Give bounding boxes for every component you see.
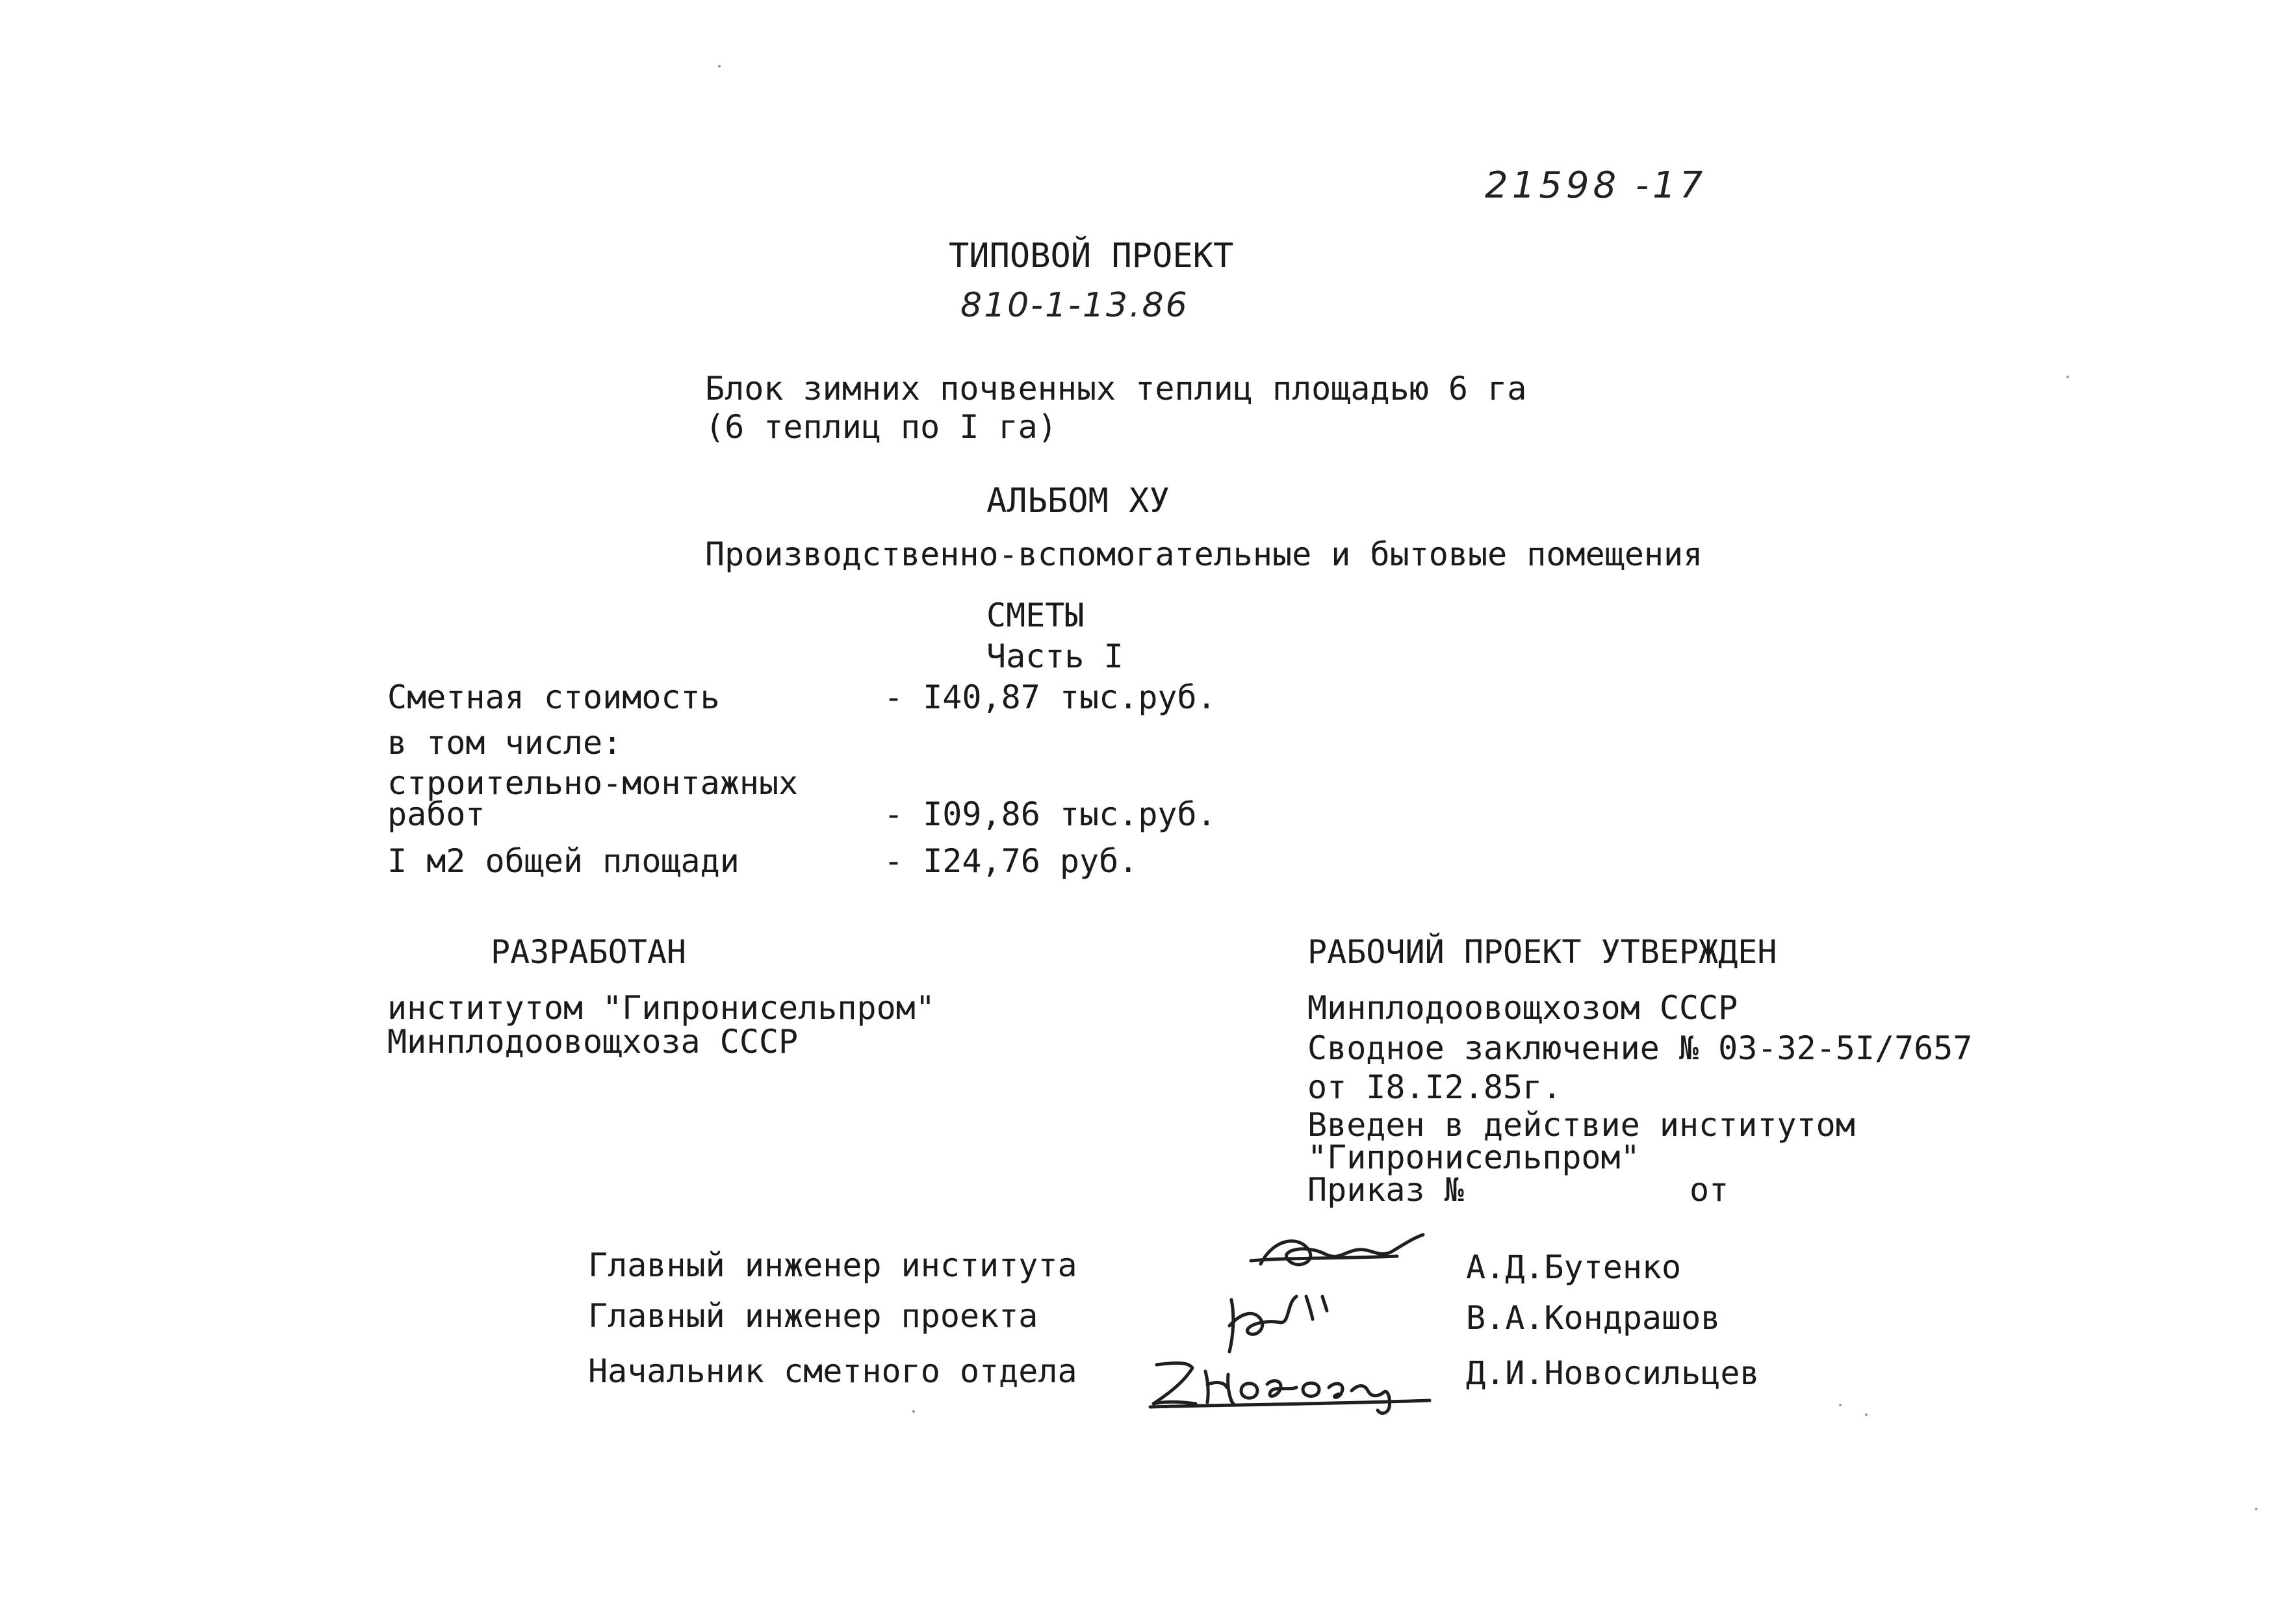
approved-line-4: Введен в действие институтом — [1307, 1106, 1855, 1144]
cost-label-works: работ — [387, 795, 485, 833]
cost-label-total: Сметная стоимость — [387, 678, 720, 716]
signatory-role-3: Начальник сметного отдела — [588, 1352, 1077, 1390]
scan-speck — [912, 1410, 915, 1413]
subject-line-2: (6 теплиц по I га) — [705, 408, 1057, 446]
approved-line-5: "Гипронисельпром" — [1307, 1139, 1640, 1176]
document-number: 21598 -17 — [1485, 164, 1707, 207]
signatory-name-3: Д.И.Новосильцев — [1466, 1354, 1760, 1392]
approved-heading: РАБОЧИЙ ПРОЕКТ УТВЕРЖДЕН — [1307, 933, 1777, 971]
section-title: СМЕТЫ — [986, 597, 1085, 634]
signatory-name-2: В.А.Кондрашов — [1466, 1299, 1721, 1337]
signature-3-image — [1144, 1345, 1436, 1417]
cost-value-total: - I40,87 тыс.руб. — [884, 678, 1216, 716]
subject-line-1: Блок зимних почвенных теплиц площадью 6 га — [705, 370, 1527, 407]
developed-heading: РАЗРАБОТАН — [491, 933, 687, 971]
project-code: 810-1-13.86 — [960, 286, 1189, 325]
scan-speck — [1865, 1413, 1868, 1416]
scan-speck — [718, 65, 721, 68]
developed-line-2: Минплодоовощхоза СССР — [387, 1023, 799, 1061]
approved-order-date-label: от — [1690, 1171, 1729, 1209]
signatory-role-2: Главный инженер проекта — [588, 1297, 1038, 1335]
cost-label-construction: строительно-монтажных — [387, 764, 799, 802]
signatory-role-1: Главный инженер института — [588, 1246, 1077, 1284]
cost-value-works: - I09,86 тыс.руб. — [884, 795, 1216, 833]
developed-line-1: институтом "Гипронисельпром" — [387, 989, 935, 1027]
part-title: Часть I — [986, 638, 1124, 675]
approved-line-3: от I8.I2.85г. — [1307, 1068, 1562, 1106]
project-heading: ТИПОВОЙ ПРОЕКТ — [949, 237, 1234, 276]
album-subtitle: Производственно-вспомогательные и бытовые помещения — [705, 535, 1703, 573]
signatory-name-1: А.Д.Бутенко — [1466, 1248, 1682, 1286]
approved-order-label: Приказ № — [1307, 1171, 1464, 1209]
approved-line-1: Минплодоовощхозом СССР — [1307, 989, 1738, 1027]
cost-label-per-m2: I м2 общей площади — [387, 842, 739, 880]
approved-line-2: Сводное заключение № 03-32-5I/7657 — [1307, 1029, 1973, 1067]
cost-label-including: в том числе: — [387, 724, 623, 762]
signature-1-image — [1248, 1225, 1436, 1283]
scan-speck — [2255, 1508, 2257, 1510]
scan-speck — [2066, 376, 2069, 378]
album-title: АЛЬБОМ ХУ — [986, 482, 1170, 521]
scan-speck — [1839, 1404, 1842, 1406]
cost-value-per-m2: - I24,76 руб. — [884, 842, 1138, 880]
